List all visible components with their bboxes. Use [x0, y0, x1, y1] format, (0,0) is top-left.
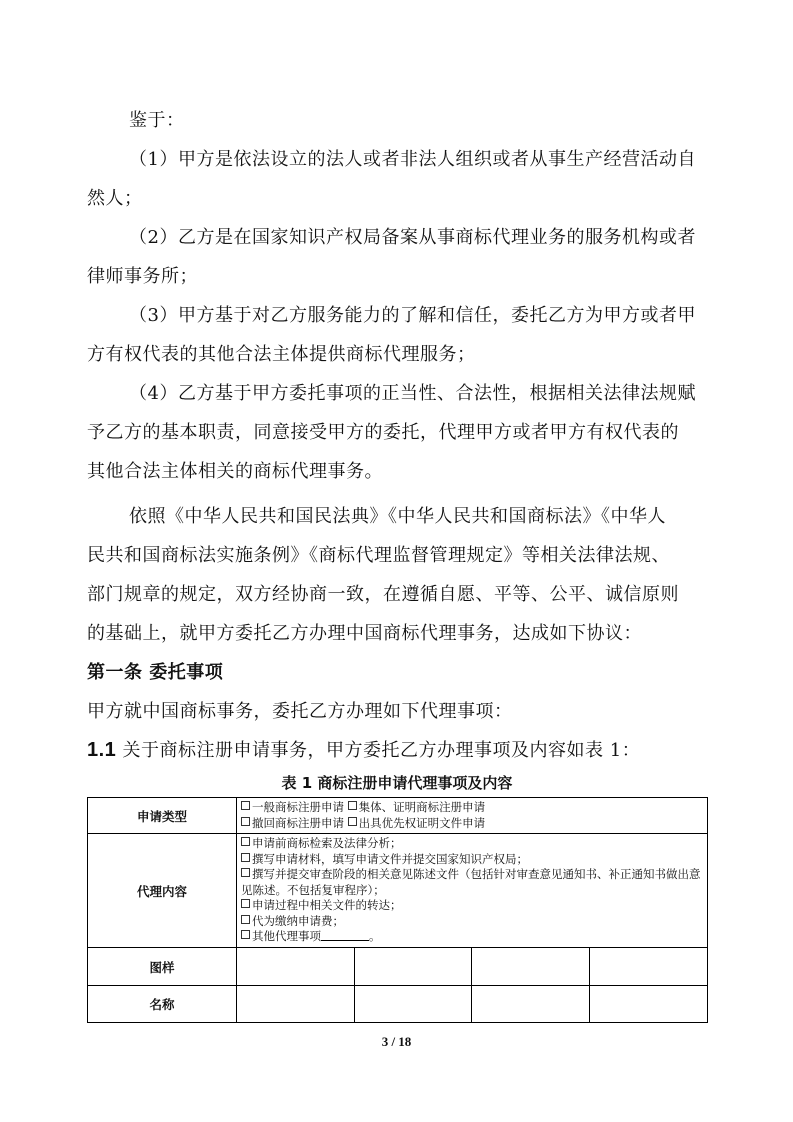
preamble-intro: 鉴于： — [129, 110, 185, 131]
content-item-fee-payment[interactable]: 代为缴纳申请费； — [241, 914, 703, 930]
clause-4-line-2: 予乙方的基本职责，同意接受甲方的委托，代理甲方或者甲方有权代表的 — [87, 422, 679, 443]
clause-3-line-1: （3）甲方基于对乙方服务能力的了解和信任，委托乙方为甲方或者甲 — [129, 305, 696, 326]
table-row-application-type — [88, 798, 708, 834]
image-cell[interactable] — [590, 948, 708, 986]
basis-line-4: 的基础上，就甲方委托乙方办理中国商标代理事务，达成如下协议： — [87, 623, 642, 644]
content-item-response[interactable]: 撰写并提交审查阶段的相关意见陈述文件（包括针对审查意见通知书、补正通知书做出意见陈述。不包括复审程序）； — [241, 867, 701, 897]
checkbox-icon[interactable] — [241, 868, 250, 877]
agency-items-table — [87, 797, 708, 1023]
name-cell[interactable] — [237, 986, 355, 1023]
basis-line-3: 部门规章的规定，双方经协商一致，在遵循自愿、平等、公平、诚信原则 — [87, 584, 679, 605]
checkbox-icon[interactable] — [241, 930, 250, 939]
image-cell[interactable] — [354, 948, 472, 986]
clause-2-line-1: （2）乙方是在国家知识产权局备案从事商标代理业务的服务机构或者 — [129, 227, 696, 248]
basis-line-1: 依照《中华人民共和国民法典》《中华人民共和国商标法》《中华人 — [129, 506, 666, 527]
table-caption: 表 1 商标注册申请代理事项及内容 — [281, 774, 513, 792]
clause-3-line-2: 方有权代表的其他合法主体提供商标代理服务； — [87, 344, 476, 365]
clause-4-line-1: （4）乙方基于甲方委托事项的正当性、合法性，根据相关法律法规赋 — [129, 383, 696, 404]
application-type-options — [237, 798, 708, 834]
content-item-forwarding[interactable]: 申请过程中相关文件的转达； — [241, 898, 703, 914]
section-1-1 — [87, 731, 707, 770]
image-cell[interactable] — [472, 948, 590, 986]
checkbox-icon[interactable] — [348, 817, 357, 826]
clause-2-line-2: 律师事务所； — [87, 266, 198, 287]
image-cell[interactable] — [237, 948, 355, 986]
table-row-agency-content — [88, 834, 708, 948]
name-label: 名称 — [88, 986, 237, 1023]
clause-1-line-1: （1）甲方是依法设立的法人或者非法人组织或者从事生产经营活动自 — [129, 149, 696, 170]
agency-content-options — [237, 834, 708, 948]
agency-content-label: 代理内容 — [88, 834, 237, 948]
content-item-search[interactable]: 申请前商标检索及法律分析； — [241, 836, 703, 852]
checkbox-icon[interactable] — [241, 915, 250, 924]
other-item-blank[interactable] — [321, 930, 369, 941]
clause-4-line-3: 其他合法主体相关的商标代理事务。 — [87, 461, 383, 482]
name-cell[interactable] — [354, 986, 472, 1023]
section-1-1-number: 1.1 — [87, 739, 117, 761]
article-1-intro: 甲方就中国商标事务，委托乙方办理如下代理事项： — [87, 701, 513, 722]
page-number: 3 / 18 — [381, 1034, 412, 1049]
option-general-registration[interactable]: 一般商标注册申请 — [241, 800, 344, 814]
content-item-filing[interactable]: 撰写申请材料，填写申请文件并提交国家知识产权局； — [241, 852, 703, 868]
table-row-name — [88, 986, 708, 1023]
name-cell[interactable] — [590, 986, 708, 1023]
article-1-title: 第一条 委托事项 — [87, 662, 224, 683]
content-item-other[interactable]: 其他代理事项 。 — [241, 929, 703, 945]
checkbox-icon[interactable] — [241, 899, 250, 908]
checkbox-icon[interactable] — [241, 837, 250, 846]
application-type-label: 申请类型 — [88, 798, 237, 834]
checkbox-icon[interactable] — [241, 801, 250, 810]
basis-line-2: 民共和国商标法实施条例》《商标代理监督管理规定》等相关法律法规、 — [87, 545, 670, 566]
clause-1-line-2: 然人； — [87, 188, 143, 209]
option-collective-certification[interactable]: 集体、证明商标注册申请 — [348, 800, 486, 814]
name-cell[interactable] — [472, 986, 590, 1023]
checkbox-icon[interactable] — [348, 801, 357, 810]
checkbox-icon[interactable] — [241, 853, 250, 862]
checkbox-icon[interactable] — [241, 817, 250, 826]
image-label: 图样 — [88, 948, 237, 986]
option-withdraw-registration[interactable]: 撤回商标注册申请 — [241, 816, 344, 830]
table-row-image — [88, 948, 708, 986]
section-1-1-text: 关于商标注册申请事务，甲方委托乙方办理事项及内容如表 1： — [116, 740, 641, 761]
option-priority-certificate[interactable]: 出具优先权证明文件申请 — [348, 816, 486, 830]
